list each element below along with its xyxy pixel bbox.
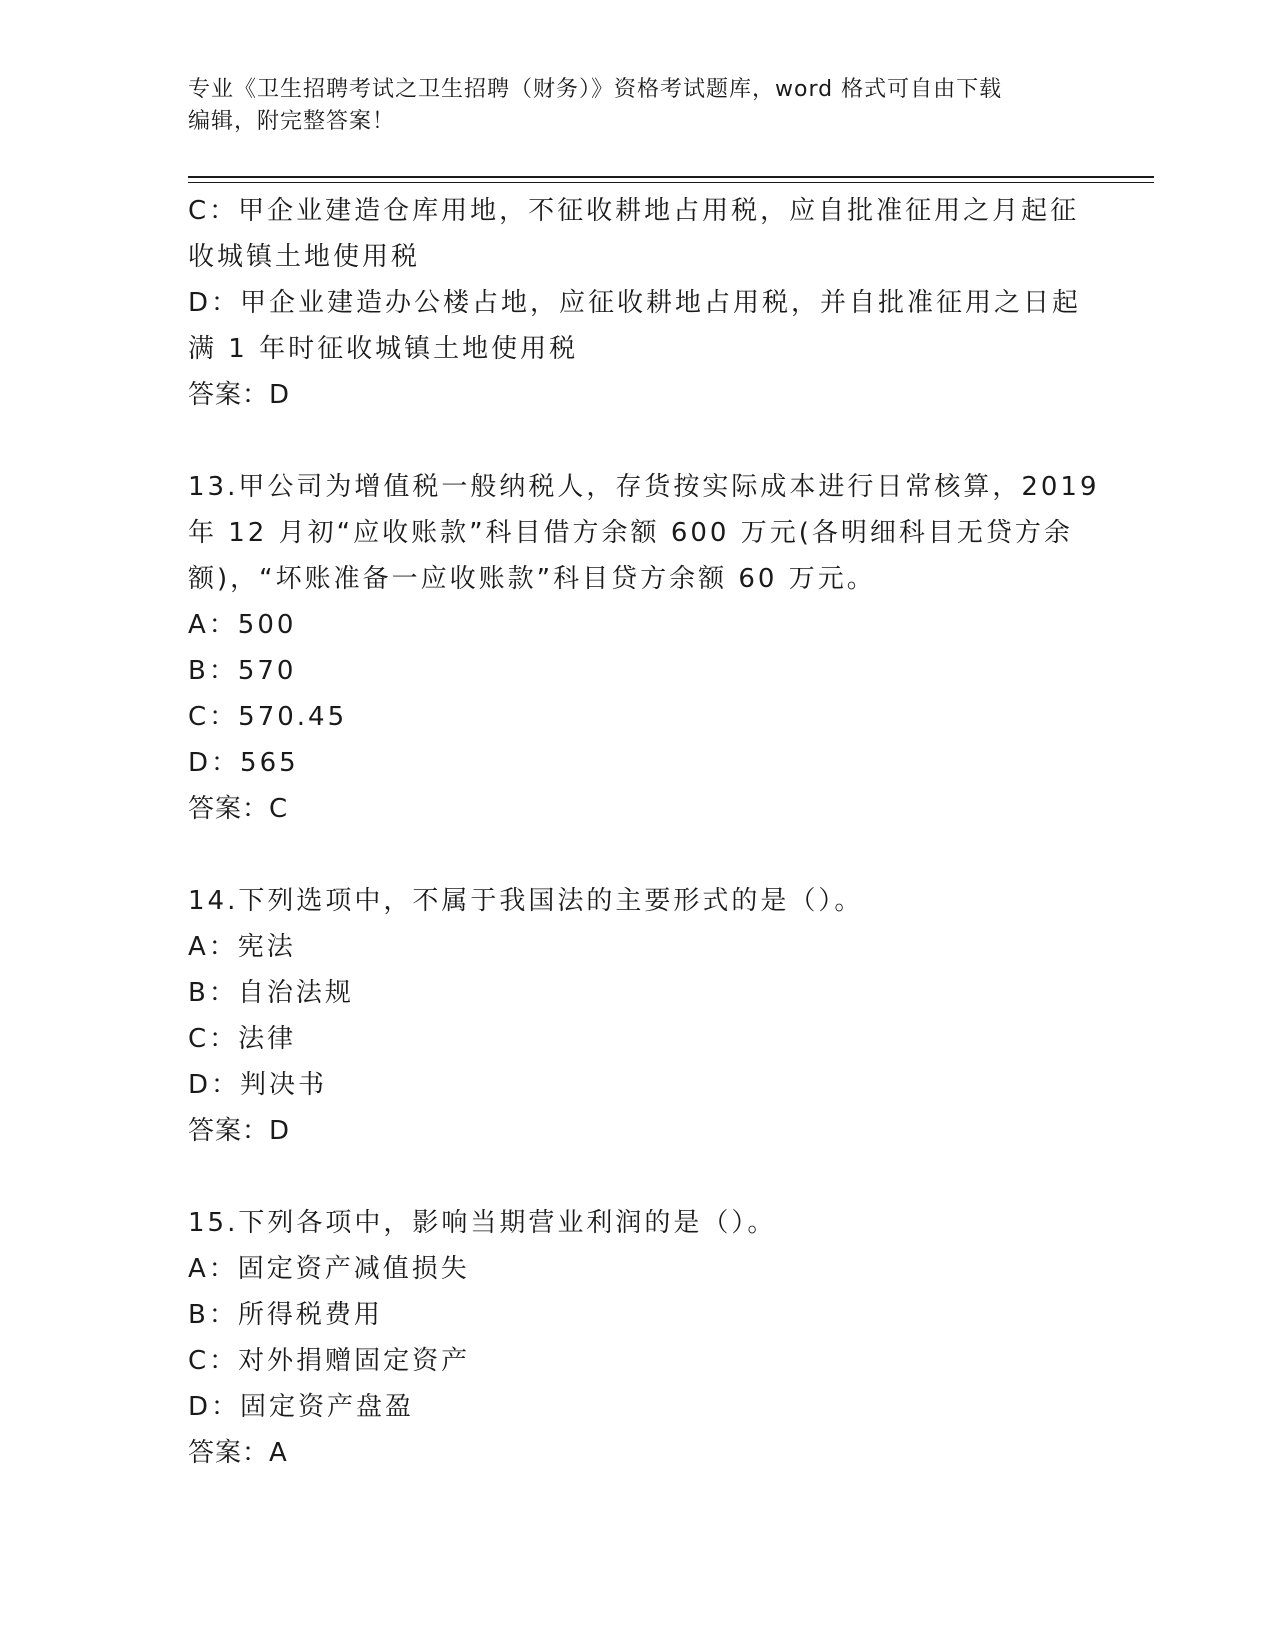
q15-answer: 答案：A	[188, 1438, 288, 1468]
spacer	[188, 832, 1088, 878]
q15-option-c: C：对外捐赠固定资产	[188, 1346, 471, 1376]
q14-option-b: B：自治法规	[188, 978, 354, 1008]
q13-answer: 答案：C	[188, 794, 289, 824]
question-14	[188, 878, 1088, 1154]
question-13	[188, 464, 1100, 832]
q15-option-b: B：所得税费用	[188, 1300, 383, 1330]
q13-stem-line-1: 13.甲公司为增值税一般纳税人，存货按实际成本进行日常核算，2019	[188, 472, 1100, 502]
q13-stem-line-3: 额)，“坏账准备一应收账款”科目贷方余额 60 万元。	[188, 564, 876, 594]
q13-option-b: B：570	[188, 656, 297, 686]
q15-stem: 15.下列各项中，影响当期营业利润的是（）。	[188, 1208, 777, 1238]
header-divider-thick	[188, 176, 1154, 178]
q13-option-a: A：500	[188, 610, 297, 640]
q12-option-c-line-1: C：甲企业建造仓库用地，不征收耕地占用税，应自批准征用之月起征	[188, 196, 1080, 226]
q14-option-a: A：宪法	[188, 932, 296, 962]
q15-option-d: D：固定资产盘盈	[188, 1392, 415, 1422]
q14-option-d: D：判决书	[188, 1070, 328, 1100]
q14-stem: 14.下列选项中，不属于我国法的主要形式的是（）。	[188, 886, 864, 916]
question-15	[188, 1200, 1088, 1476]
q12-option-c-line-2: 收城镇土地使用税	[188, 242, 421, 272]
question-12	[188, 188, 1088, 418]
header-line-1: 专业《卫生招聘考试之卫生招聘（财务）》资格考试题库，word 格式可自由下载	[188, 77, 1003, 102]
q13-option-d: D：565	[188, 748, 299, 778]
q12-answer: 答案：D	[188, 380, 291, 410]
document-header	[188, 74, 1068, 138]
q13-stem-line-2: 年 12 月初“应收账款”科目借方余额 600 万元(各明细科目无贷方余	[188, 518, 1073, 548]
q14-answer: 答案：D	[188, 1116, 291, 1146]
q15-option-a: A：固定资产减值损失	[188, 1254, 470, 1284]
question-list	[188, 188, 1100, 1476]
header-line-2: 编辑，附完整答案！	[188, 109, 396, 134]
q14-option-c: C：法律	[188, 1024, 297, 1054]
spacer	[188, 418, 1088, 464]
q12-option-d-line-1: D：甲企业建造办公楼占地，应征收耕地占用税，并自批准征用之日起	[188, 288, 1082, 318]
spacer	[188, 1154, 1088, 1200]
header-divider-thin	[188, 182, 1154, 183]
q13-option-c: C：570.45	[188, 702, 348, 732]
q12-option-d-line-2: 满 1 年时征收城镇土地使用税	[188, 334, 579, 364]
